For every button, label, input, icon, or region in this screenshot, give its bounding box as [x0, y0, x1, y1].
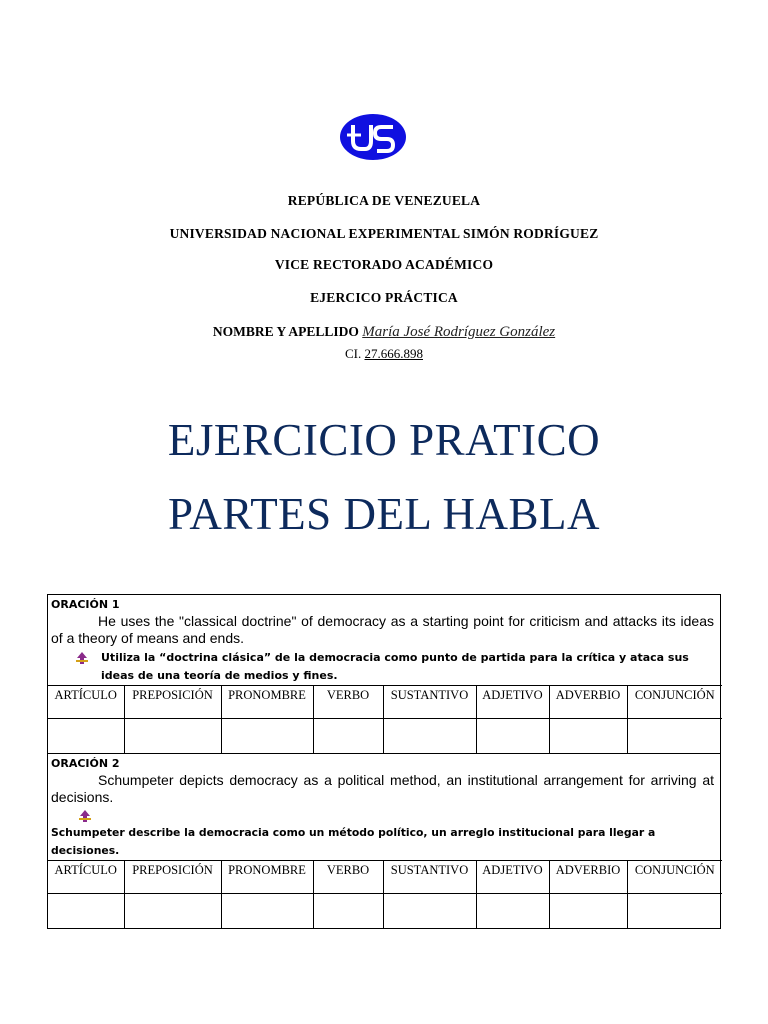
- column-header: ARTÍCULO: [48, 686, 124, 719]
- column-header: CONJUNCIÓN: [627, 861, 722, 894]
- sentence-label: ORACIÓN 2: [51, 757, 120, 770]
- spanish-text: Schumpeter describe la democracia como un método político, un arreglo institucional para llegar a decisiones.: [51, 826, 656, 857]
- column-header: VERBO: [313, 686, 383, 719]
- ci-value: 27.666.898: [364, 346, 423, 361]
- column-header: PRONOMBRE: [221, 861, 313, 894]
- header-ejercicio: EJERCICO PRÁCTICA: [310, 290, 458, 305]
- answer-cell[interactable]: [383, 719, 476, 754]
- column-header: PREPOSICIÓN: [124, 861, 221, 894]
- spanish-translation: [48, 649, 720, 685]
- answer-cell[interactable]: [313, 894, 383, 929]
- sentence-label: ORACIÓN 1: [51, 598, 120, 611]
- ci-label: CI.: [345, 346, 362, 361]
- sentence-block-2: [48, 754, 720, 928]
- answer-cell[interactable]: [383, 894, 476, 929]
- header-universidad: UNIVERSIDAD NACIONAL EXPERIMENTAL SIMÓN RODRÍGUEZ: [169, 226, 599, 241]
- column-header: SUSTANTIVO: [383, 686, 476, 719]
- answer-cell[interactable]: [48, 719, 124, 754]
- answer-cell[interactable]: [221, 894, 313, 929]
- header-republica: REPÚBLICA DE VENEZUELA: [287, 193, 481, 208]
- column-header: ADJETIVO: [476, 861, 549, 894]
- name-label: NOMBRE Y APELLIDO: [212, 324, 359, 339]
- answer-cell[interactable]: [124, 894, 221, 929]
- answer-cell[interactable]: [476, 719, 549, 754]
- answer-cell[interactable]: [313, 719, 383, 754]
- usr-logo-icon: [339, 113, 407, 161]
- column-header: SUSTANTIVO: [383, 861, 476, 894]
- answer-cell[interactable]: [221, 719, 313, 754]
- parts-of-speech-grid: [48, 860, 722, 928]
- english-sentence: Schumpeter depicts democracy as a political method, an institutional arrangement for arriving at decisions.: [51, 772, 714, 805]
- answer-cell[interactable]: [476, 894, 549, 929]
- sub-title: PARTES DEL HABLA: [167, 489, 600, 539]
- answer-cell[interactable]: [48, 894, 124, 929]
- answer-cell[interactable]: [627, 719, 722, 754]
- exercise-table: [47, 594, 721, 929]
- spanish-text: Utiliza la “doctrina clásica” de la democracia como punto de partida para la crítica y ataca sus ideas de una teoría de medios y fines.: [101, 651, 689, 682]
- sentence-block-1: [48, 595, 720, 754]
- ci-line: [0, 346, 768, 362]
- column-header: PREPOSICIÓN: [124, 686, 221, 719]
- column-header: CONJUNCIÓN: [627, 686, 722, 719]
- column-header: PRONOMBRE: [221, 686, 313, 719]
- name-line: [0, 324, 768, 341]
- english-sentence: He uses the "classical doctrine" of democracy as a starting point for criticism and attacks its ideas of a theory of means and ends.: [51, 613, 714, 646]
- column-header: VERBO: [313, 861, 383, 894]
- spanish-translation: [48, 808, 720, 860]
- column-header: ADVERBIO: [549, 686, 627, 719]
- parts-of-speech-grid: [48, 685, 722, 753]
- name-value: María José Rodríguez González: [362, 324, 556, 340]
- main-title: EJERCICIO PRATICO: [167, 415, 601, 465]
- bullet-arrow-icon: [78, 809, 92, 823]
- header-vicerrectorado: VICE RECTORADO ACADÉMICO: [274, 257, 494, 272]
- column-header: ADJETIVO: [476, 686, 549, 719]
- column-header: ADVERBIO: [549, 861, 627, 894]
- answer-cell[interactable]: [549, 719, 627, 754]
- answer-cell[interactable]: [549, 894, 627, 929]
- answer-cell[interactable]: [627, 894, 722, 929]
- column-header: ARTÍCULO: [48, 861, 124, 894]
- answer-cell[interactable]: [124, 719, 221, 754]
- bullet-arrow-icon: [75, 651, 89, 665]
